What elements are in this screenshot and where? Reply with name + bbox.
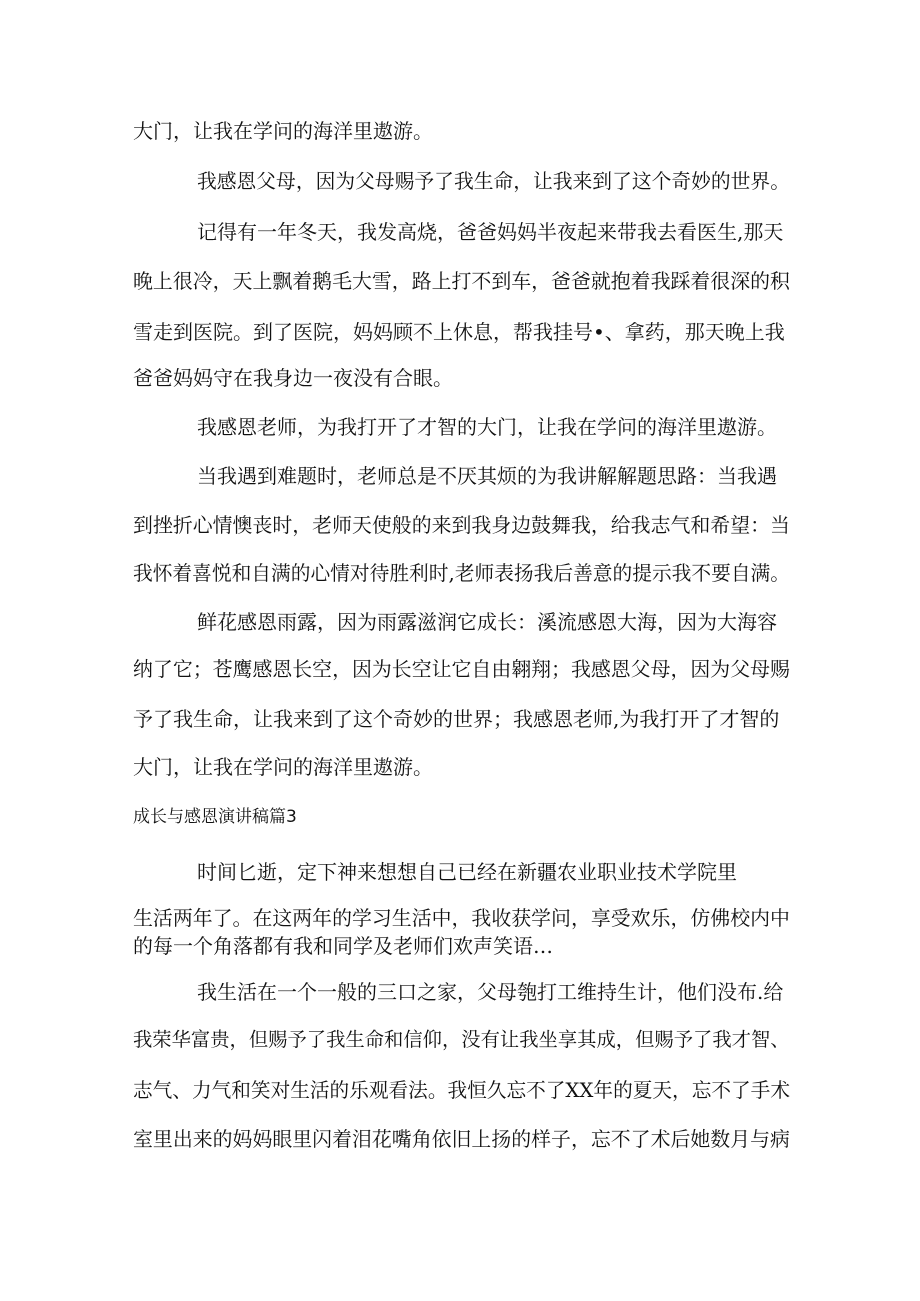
text-line: 晚上很冷，天上飘着鹅毛大雪，路上打不到车，爸爸就抱着我踩着很深的积 — [133, 270, 790, 293]
text-line: 我感恩父母，因为父母赐予了我生命，让我来到了这个奇妙的世界。 — [197, 170, 790, 193]
text-line: 纳了它；苍鹰感恩长空，因为长空让它自由翱翔；我感恩父母，因为父母赐 — [133, 658, 790, 681]
text-line: 鲜花感恩雨露，因为雨露滋润它成长：溪流感恩大海，因为大海容 — [197, 610, 777, 634]
text-line: 志气、力气和笑对生活的乐观看法。我恒久忘不了XX年的夏天，忘不了手术 — [133, 1079, 790, 1102]
text-line: 我荣华富贵，但赐予了我生命和信仰，没有让我坐享其成，但赐予了我才智、 — [133, 1028, 790, 1051]
text-line: 大门，让我在学问的海洋里遨游。 — [133, 755, 433, 779]
text-line: 雪走到医院。到了医院，妈妈顾不上休息，帮我挂号•、拿药，那天晚上我 — [133, 320, 785, 344]
text-line: 予了我生命，让我来到了这个奇妙的世界；我感恩老师,为我打开了才智的 — [133, 707, 780, 731]
text-line: 生活两年了。在这两年的学习生活中，我收获学问，享受欢乐，仿佛校内中 — [133, 907, 790, 930]
text-line: 大门，让我在学问的海洋里遨游。 — [133, 119, 433, 143]
text-line: 的每一个角落都有我和同学及老师们欢声笑语… — [133, 934, 553, 958]
section-heading: 成长与感恩演讲稿篇3 — [133, 807, 297, 827]
text-line: 记得有一年冬天，我发高烧，爸爸妈妈半夜起来带我去看医生,那天 — [197, 220, 784, 244]
text-line: 我感恩老师，为我打开了才智的大门，让我在学问的海洋里遨游。 — [197, 415, 777, 439]
text-line: 当我遇到难题时，老师总是不厌其烦的为我讲解解题思路：当我遇 — [197, 464, 777, 488]
text-line: 室里出来的妈妈眼里闪着泪花嘴角依旧上扬的样子，忘不了术后她数月与病 — [133, 1128, 790, 1151]
text-line: 时间匕逝，定下神来想想自己已经在新疆农业职业技术学院里 — [197, 860, 737, 884]
text-line: 我生活在一个一般的三口之家，父母匏打工维持生计，他们没布.给 — [197, 980, 784, 1004]
text-line: 我怀着喜悦和自满的心情对待胜利时,老师表扬我后善意的提示我不要自满。 — [133, 562, 790, 585]
text-line: 爸爸妈妈守在我身边一夜没有合眼。 — [133, 366, 453, 390]
text-line: 到挫折心情懊丧时，老师天使般的来到我身边鼓舞我，给我志气和希望：当 — [133, 514, 790, 537]
